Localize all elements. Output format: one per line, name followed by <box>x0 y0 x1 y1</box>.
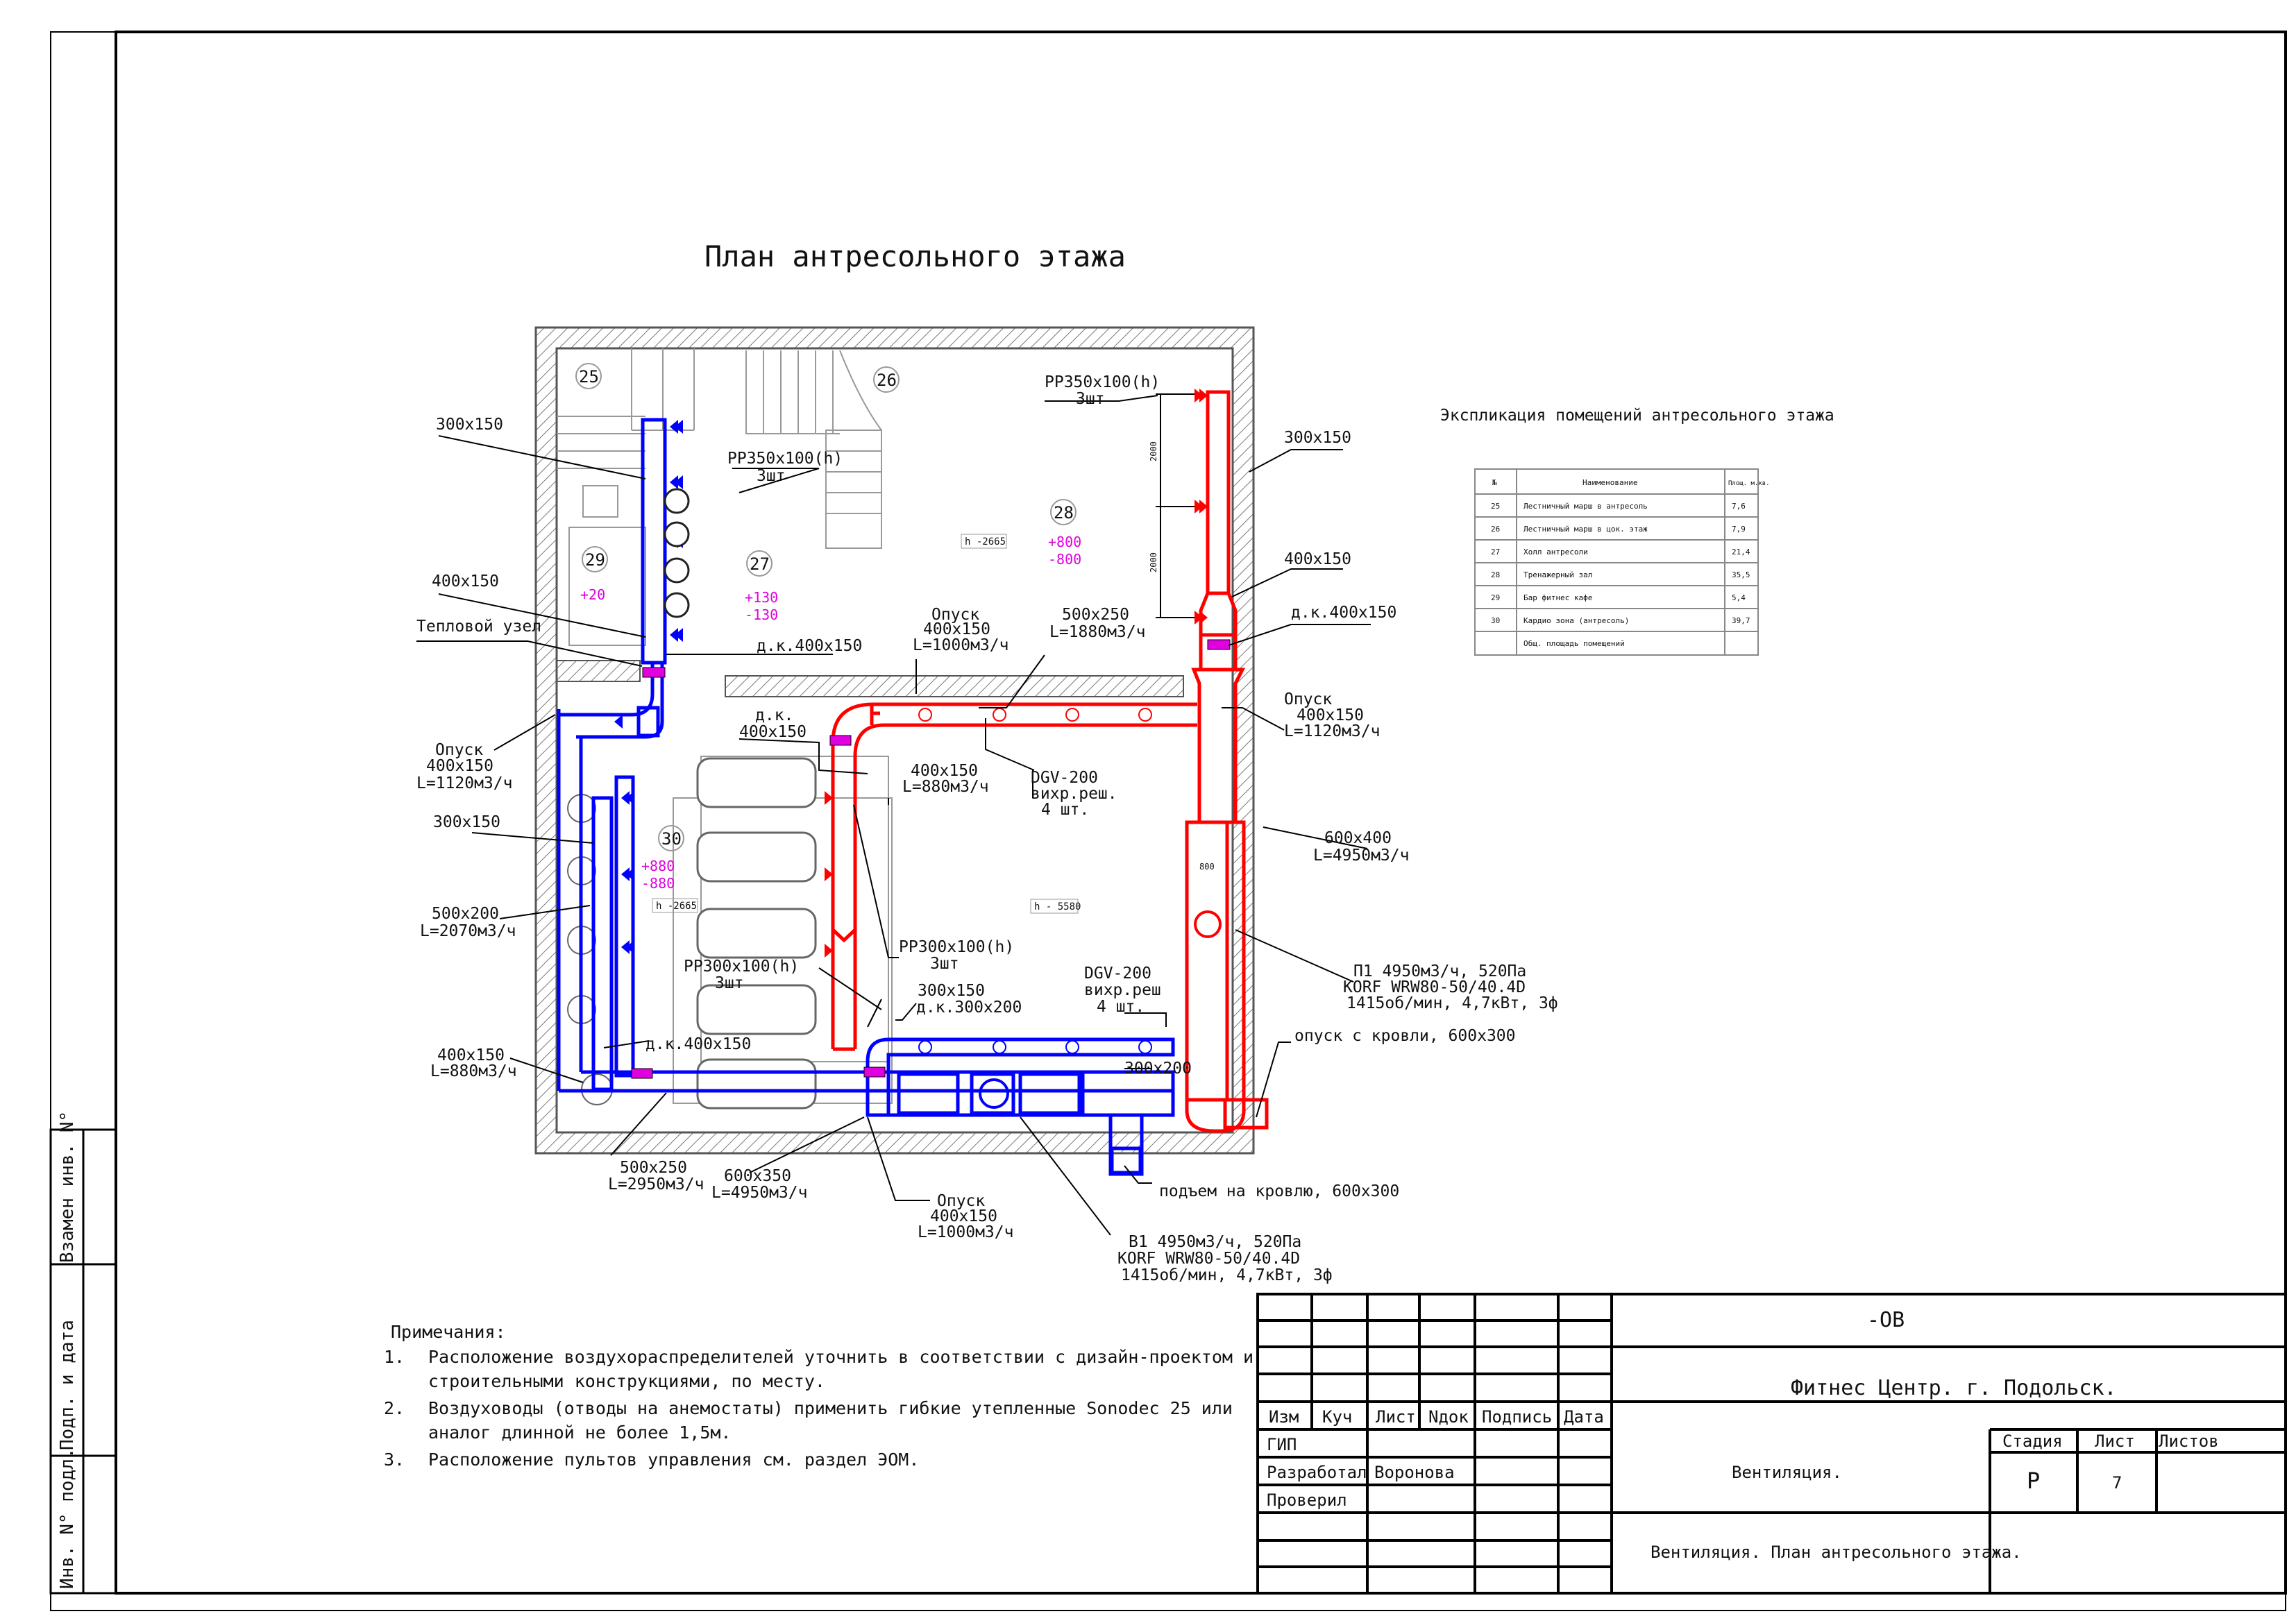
duct-size-label: 400х150 <box>1284 550 1351 568</box>
expl-num: 26 <box>1491 525 1501 534</box>
expl-area: 7,9 <box>1732 525 1746 534</box>
grille-count: 3шт <box>1076 390 1105 408</box>
exhaust-vortex-grilles <box>919 1041 1151 1053</box>
grille-count: 3шт <box>930 955 959 973</box>
stamp-col-header: Куч <box>1322 1407 1353 1427</box>
damper-label: д.к.300х200 <box>916 999 1022 1017</box>
diffusers-round <box>665 489 689 617</box>
expl-num: 28 <box>1491 570 1501 579</box>
duct-size-label: 400х150 <box>437 1046 505 1064</box>
grille-type-desc: вихр.реш. <box>1031 785 1117 803</box>
exhaust-fan-symbol <box>980 1080 1008 1107</box>
expl-area: 35,5 <box>1732 570 1750 579</box>
duct-size-label: 500х200 <box>432 905 499 923</box>
duct-flow-label: L=4950м3/ч <box>1313 847 1410 865</box>
side-label-replace: Взамен инв. N° <box>57 1110 78 1263</box>
duct-size-label: 400х150 <box>911 762 978 780</box>
stamp-col-header: Nдок <box>1428 1407 1469 1427</box>
duct-size-label: 300х150 <box>1284 429 1351 447</box>
sheet-title: Вентиляция. План антресольного этажа. <box>1651 1543 2022 1562</box>
expl-name: Лестничный марш в антресоль <box>1523 502 1648 511</box>
riser-label: Опуск <box>937 1192 986 1210</box>
project-name: Фитнес Центр. г. Подольск. <box>1791 1376 2117 1400</box>
riser-flow: L=1000м3/ч <box>918 1223 1014 1241</box>
inner-wall <box>725 676 1183 697</box>
room-number-28: 28 <box>1054 503 1074 522</box>
grille-label: РР350х100(h) <box>1045 373 1160 391</box>
stamp-sheet-label: Лист <box>2095 1431 2135 1451</box>
damper-label: д.к.400х150 <box>1291 604 1397 622</box>
stamp-col-header: Дата <box>1564 1407 1604 1427</box>
explication-table <box>1475 469 1758 655</box>
grille-label: РР300х100(h) <box>899 938 1015 956</box>
expl-header-num: № <box>1492 478 1497 487</box>
room-number-30: 30 <box>661 829 682 849</box>
expl-area: 39,7 <box>1732 616 1750 625</box>
duct-size-label: 500х250 <box>620 1159 687 1177</box>
duct-size-label: 600х400 <box>1324 829 1392 847</box>
riser-size: 400х150 <box>1297 706 1364 724</box>
height-mark: h -2665 <box>656 901 698 912</box>
note-number: 1. <box>384 1347 405 1367</box>
unit-p1-specs: 1415об/мин, 4,7кВт, 3ф <box>1347 994 1558 1012</box>
supply-vortex-grilles <box>919 708 1151 721</box>
room-number-27: 27 <box>750 554 770 574</box>
room-airflow-plus: +130 <box>745 589 779 606</box>
duct-size-label: 300х200 <box>1124 1060 1192 1078</box>
grille-count: 3шт <box>715 974 744 992</box>
duct-size-label: 300х150 <box>433 813 500 831</box>
plan-title: План антресольного этажа <box>704 239 1126 273</box>
dimension-800: 800 <box>1199 862 1215 872</box>
duct-size-label: 600х350 <box>724 1167 791 1185</box>
duct-flow-label: L=4950м3/ч <box>711 1184 808 1202</box>
expl-name: Кардио зона (антресоль) <box>1523 616 1630 625</box>
damper-label: д.к.400х150 <box>645 1035 752 1053</box>
expl-header-name: Наименование <box>1582 478 1638 487</box>
riser-size: 400х150 <box>426 757 493 775</box>
stamp-col-header: Изм <box>1269 1407 1299 1427</box>
stamp-sheets-label: Листов <box>2159 1431 2219 1451</box>
stamp-role: ГИП <box>1267 1435 1297 1454</box>
riser-flow: L=1120м3/ч <box>1284 722 1381 740</box>
outer-frame <box>51 32 2286 1611</box>
roof-exhaust-label: подъем на кровлю, 600х300 <box>1159 1182 1400 1200</box>
expl-area: 21,4 <box>1732 547 1750 556</box>
unit-p1-label: П1 4950м3/ч, 520Па <box>1353 962 1527 980</box>
expl-name: Бар фитнес кафе <box>1523 593 1593 602</box>
expl-name: Тренажерный зал <box>1523 570 1593 579</box>
grille-count: 3шт <box>757 467 786 485</box>
note-line: Воздуховоды (отводы на анемостаты) применить гибкие утепленные Sonodec 25 или <box>428 1398 1233 1418</box>
room-airflow-minus: -880 <box>641 875 675 892</box>
stamp-stage-value: Р <box>2027 1468 2041 1494</box>
riser-flow: L=1120м3/ч <box>416 774 513 792</box>
grille-type-desc: вихр.реш <box>1084 981 1161 999</box>
damper-label: д.к.400х150 <box>757 637 863 655</box>
expl-num: 27 <box>1491 547 1501 556</box>
stamp-developer: Воронова <box>1374 1463 1455 1482</box>
note-line: Расположение пультов управления см. раздел ЭОМ. <box>428 1450 920 1470</box>
expl-num: 25 <box>1491 502 1501 511</box>
riser-size: 400х150 <box>923 620 990 638</box>
side-label-sign: Подп. и дата <box>57 1320 78 1450</box>
duct-flow-label: L=2070м3/ч <box>420 922 516 940</box>
expl-total: Общ. площадь помещений <box>1523 639 1625 648</box>
grille-label: РР350х100(h) <box>727 450 843 468</box>
expl-area: 5,4 <box>1732 593 1746 602</box>
document-code: -ОВ <box>1867 1308 1905 1332</box>
room-airflow-minus: -130 <box>745 606 779 623</box>
duct-size-label: 400х150 <box>432 572 499 590</box>
damper-size: 400х150 <box>739 723 807 741</box>
room-number-26: 26 <box>877 371 897 390</box>
grille-count: 4 шт. <box>1041 801 1090 819</box>
roof-intake-label: опуск с кровли, 600х300 <box>1294 1027 1516 1045</box>
expl-num: 30 <box>1491 616 1501 625</box>
expl-name: Лестничный марш в цок. этаж <box>1523 525 1648 534</box>
stamp-stage-label: Стадия <box>2002 1431 2063 1451</box>
expl-num: 29 <box>1491 593 1501 602</box>
unit-v1-model: KORF WRW80-50/40.4D <box>1117 1250 1301 1268</box>
dimension-2000: 2000 <box>1149 441 1158 461</box>
room-airflow-plus: +800 <box>1048 534 1082 550</box>
riser-size: 400х150 <box>930 1207 997 1225</box>
note-number: 2. <box>384 1398 405 1418</box>
grille-count: 4 шт. <box>1097 998 1145 1016</box>
dimension-2000: 2000 <box>1149 552 1158 572</box>
unit-v1-specs: 1415об/мин, 4,7кВт, 3ф <box>1121 1266 1333 1284</box>
room-number-29: 29 <box>585 550 605 570</box>
explication-title: Экспликация помещений антресольного этажа <box>1440 407 1834 425</box>
riser-flow: L=1000м3/ч <box>913 636 1009 654</box>
room-airflow-plus: +880 <box>641 858 675 874</box>
duct-size-label: 300х150 <box>918 982 985 1000</box>
expl-header-area: Площ. м.кв. <box>1728 480 1770 487</box>
heat-node-label: Тепловой узел <box>416 618 542 636</box>
duct-flow-label: L=880м3/ч <box>430 1062 517 1080</box>
note-number: 3. <box>384 1450 405 1470</box>
expl-name: Холл антресоли <box>1523 547 1588 556</box>
duct-size-label: 500х250 <box>1062 606 1129 624</box>
damper-label: д.к. <box>755 706 794 724</box>
riser-label: Опуск <box>435 741 484 759</box>
section-name: Вентиляция. <box>1732 1463 1842 1482</box>
duct-flow-label: L=1880м3/ч <box>1049 623 1146 641</box>
treadmills <box>698 758 816 1108</box>
stamp-col-header: Подпись <box>1482 1407 1553 1427</box>
riser-label: Опуск <box>931 606 980 624</box>
duct-flow-label: L=2950м3/ч <box>608 1175 704 1193</box>
room-number-25: 25 <box>579 367 599 386</box>
duct-size-label: 300x150 <box>436 416 503 434</box>
note-line: строительными конструкциями, по месту. <box>428 1371 825 1391</box>
duct-flow-label: L=880м3/ч <box>902 778 989 796</box>
stamp-sheet-value: 7 <box>2112 1473 2122 1493</box>
supply-fan-symbol <box>1195 912 1220 937</box>
unit-v1-label: В1 4950м3/ч, 520Па <box>1129 1233 1302 1251</box>
height-mark: h - 5580 <box>1034 901 1081 912</box>
inner-wall <box>557 661 640 681</box>
stamp-role: Разработал <box>1267 1463 1367 1482</box>
grille-type-label: DGV-200 <box>1031 769 1098 787</box>
notes-title: Примечания: <box>391 1322 506 1342</box>
note-line: Расположение воздухораспределителей уточнить в соответствии с дизайн-проектом и <box>428 1347 1254 1367</box>
grille-label: РР300х100(h) <box>684 958 800 976</box>
expl-area: 7,6 <box>1732 502 1746 511</box>
stamp-role: Проверил <box>1267 1490 1347 1510</box>
note-line: аналог длинной не более 1,5м. <box>428 1422 732 1443</box>
side-label-inv: Инв. N° подл. <box>57 1447 78 1589</box>
height-mark: h -2665 <box>965 536 1006 547</box>
unit-p1-model: KORF WRW80-50/40.4D <box>1343 978 1526 996</box>
riser-label: Опуск <box>1284 690 1333 708</box>
room-airflow-minus: -800 <box>1048 551 1082 568</box>
room-airflow-plus: +20 <box>580 586 606 603</box>
stamp-col-header: Лист <box>1376 1407 1416 1427</box>
grille-type-label: DGV-200 <box>1084 965 1151 983</box>
